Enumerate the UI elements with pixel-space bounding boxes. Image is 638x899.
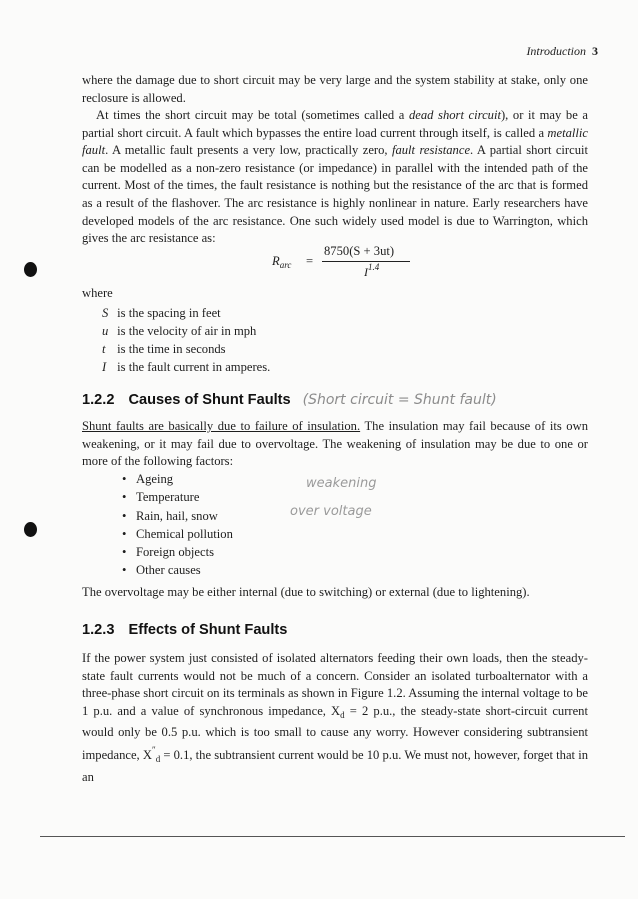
section-number: 1.2.3 — [82, 622, 115, 638]
paragraph-effects — [82, 650, 588, 786]
list-item: • Foreign objects — [122, 545, 214, 560]
underlined-text: Shunt faults are basically due to failure of insulation. — [82, 419, 361, 433]
term-fault-resistance: fault resistance — [391, 143, 471, 158]
formula-equals: = — [306, 254, 314, 268]
text-run: The insulation may fail because of its own weakening, or it may fail due to overvoltage. The weakening of insulation may be due to one or more of the following factors: — [82, 419, 588, 469]
handwritten-note-overvoltage: over voltage — [290, 504, 372, 519]
paragraph-text: The overvoltage may be either internal (due to switching) or external (due to lightening). — [82, 585, 530, 599]
paragraph-text — [82, 107, 588, 248]
paragraph-text: where the damage due to short circuit may be very large and the system stability at stake, only one reclosure is allowed. — [82, 73, 588, 105]
paragraph-overvoltage — [82, 584, 588, 602]
header-title: Introduction — [526, 44, 586, 58]
punch-hole-mark — [24, 522, 37, 537]
formula-numerator: 8750(S + 3ut) — [324, 244, 395, 258]
punch-hole-mark — [24, 262, 37, 277]
text-run: At times the short circuit may be total (sometimes called a — [96, 108, 409, 122]
formula-denominator: $I^{1.4}$ — [364, 262, 380, 279]
section-heading-1-2-3 — [82, 622, 287, 638]
formula-lhs: $R_{arc}$ — [272, 254, 292, 270]
bottom-rule — [40, 836, 625, 837]
paragraph-reclosure — [82, 72, 588, 107]
causes-list — [122, 470, 233, 580]
section-number: 1.2.2 — [82, 392, 115, 408]
text-run: ), or it may be a partial short circuit. A fault which bypasses the entire load current through itself, is called a — [82, 108, 588, 140]
variable-list — [102, 304, 270, 376]
list-item: • Chemical pollution — [122, 526, 233, 541]
where-label: where — [82, 286, 113, 300]
term-dead-short-circuit: dead short circuit — [408, 108, 501, 122]
section-title: Causes of Shunt Faults — [128, 392, 291, 408]
variable-row: t is the time in seconds — [102, 342, 226, 356]
page-number: 3 — [592, 44, 598, 58]
text-run: . A partial short circuit can be modelled as a non-zero resistance (or impedance) in parallel with the intended path of the current. Most of the times, the fault resistance is nothing but the resistance of the arc that is formed as a result of the flashover. The arc resistance is highly nonlinear in nature. Early researchers have developed models of the arc resistance. One such widely used model is due to Warrington, which gives the arc resistance as: — [82, 143, 588, 246]
variable-row: I is the fault current in amperes. — [102, 360, 271, 374]
list-item: • Temperature — [122, 490, 200, 505]
section-title: Effects of Shunt Faults — [128, 622, 288, 638]
paragraph-causes — [82, 418, 588, 471]
section-heading-1-2-2 — [82, 392, 497, 408]
variable-row: u is the velocity of air in mph — [102, 324, 257, 338]
term-metallic-fault: metallic fault — [82, 125, 588, 158]
paragraph-fault-types — [82, 107, 588, 248]
list-item: • Ageing — [122, 472, 174, 486]
paragraph-text: If the power system just consisted of isolated alternators feeding their own loads, then the steady-state fault currents would not be much of a concern. Consider an isolated turboalternator with a three-phase short circuit on its terminals as shown in Figure 1.2. Assuming the internal voltage to be 1 p.u. and a value of synchronous impedance, $X_d = 2$ p.u., the steady-state short-circuit current would only be 0.5 p.u. which is too small to cause any worry. However considering subtransient impedance, $X''_d = 0.1$, the subtransient current would be 10 p.u. We must not, however, forget that in an — [82, 651, 588, 784]
list-item: • Rain, hail, snow — [122, 508, 218, 523]
list-item: • Other causes — [122, 563, 201, 578]
handwritten-note-weakening: weakening — [306, 476, 377, 491]
text-run: . A metallic fault presents a very low, practically zero, — [105, 143, 392, 158]
handwritten-annotation: (Short circuit = Shunt fault) — [302, 392, 497, 408]
paragraph-text — [82, 418, 588, 471]
variable-row: S is the spacing in feet — [102, 306, 221, 320]
running-header — [526, 44, 598, 59]
